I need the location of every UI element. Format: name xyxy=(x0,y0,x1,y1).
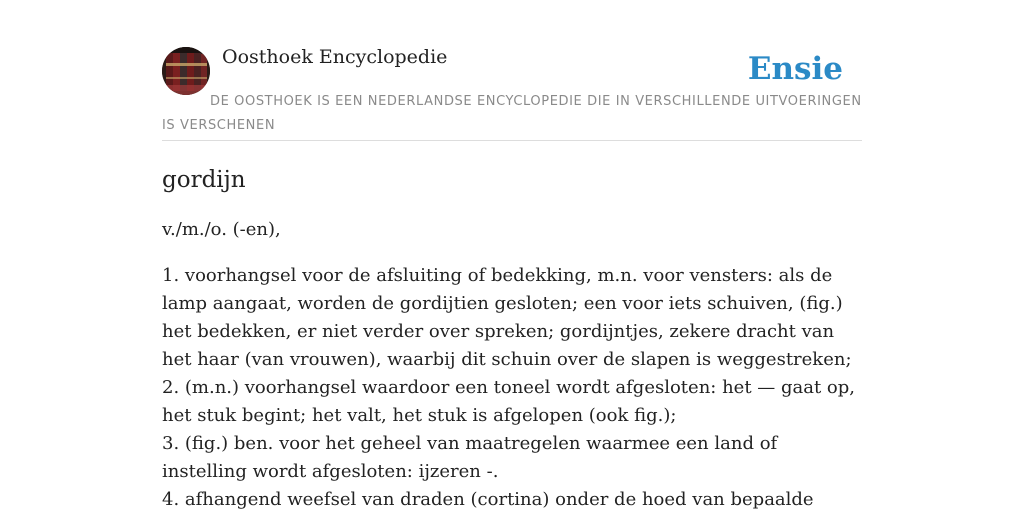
definition-2: 2. (m.n.) voorhangsel waardoor een toneel wordt afgesloten: het — gaat op, het stuk begint; het valt, het stuk is afgelopen (ook fig.); xyxy=(162,377,856,426)
entry-term: gordijn xyxy=(162,167,246,193)
ensie-logo[interactable]: Ensie xyxy=(747,51,843,87)
source-description: DE OOSTHOEK IS EEN NEDERLANDSE ENCYCLOPEDIE DIE IN VERSCHILLENDE UITVOERINGEN IS VERSCHENEN xyxy=(162,94,862,133)
source-name[interactable]: Oosthoek Encyclopedie xyxy=(222,46,448,68)
definition-1: 1. voorhangsel voor de afsluiting of bedekking, m.n. voor vensters: als de lamp aangaat, worden de gordijtien gesloten; een voor iets schuiven, (fig.) het bedekken, er niet verder over spreken; gordijntjes, zekere dracht van het haar (van vrouwen), waarbij dit schuin over de slapen is weggestreken; xyxy=(162,265,852,370)
definition-list xyxy=(162,262,862,512)
encyclopedia-books-icon[interactable] xyxy=(162,47,210,95)
entry-content xyxy=(162,160,862,512)
entry-grammar: v./m./o. (-en), xyxy=(162,219,281,240)
source-header xyxy=(162,44,862,141)
definition-3: 3. (fig.) ben. voor het geheel van maatregelen waarmee een land of instelling wordt afgesloten: ijzeren -. xyxy=(162,433,778,482)
definition-4: 4. afhangend weefsel van draden (cortina) onder de hoed van bepaalde xyxy=(162,489,814,510)
